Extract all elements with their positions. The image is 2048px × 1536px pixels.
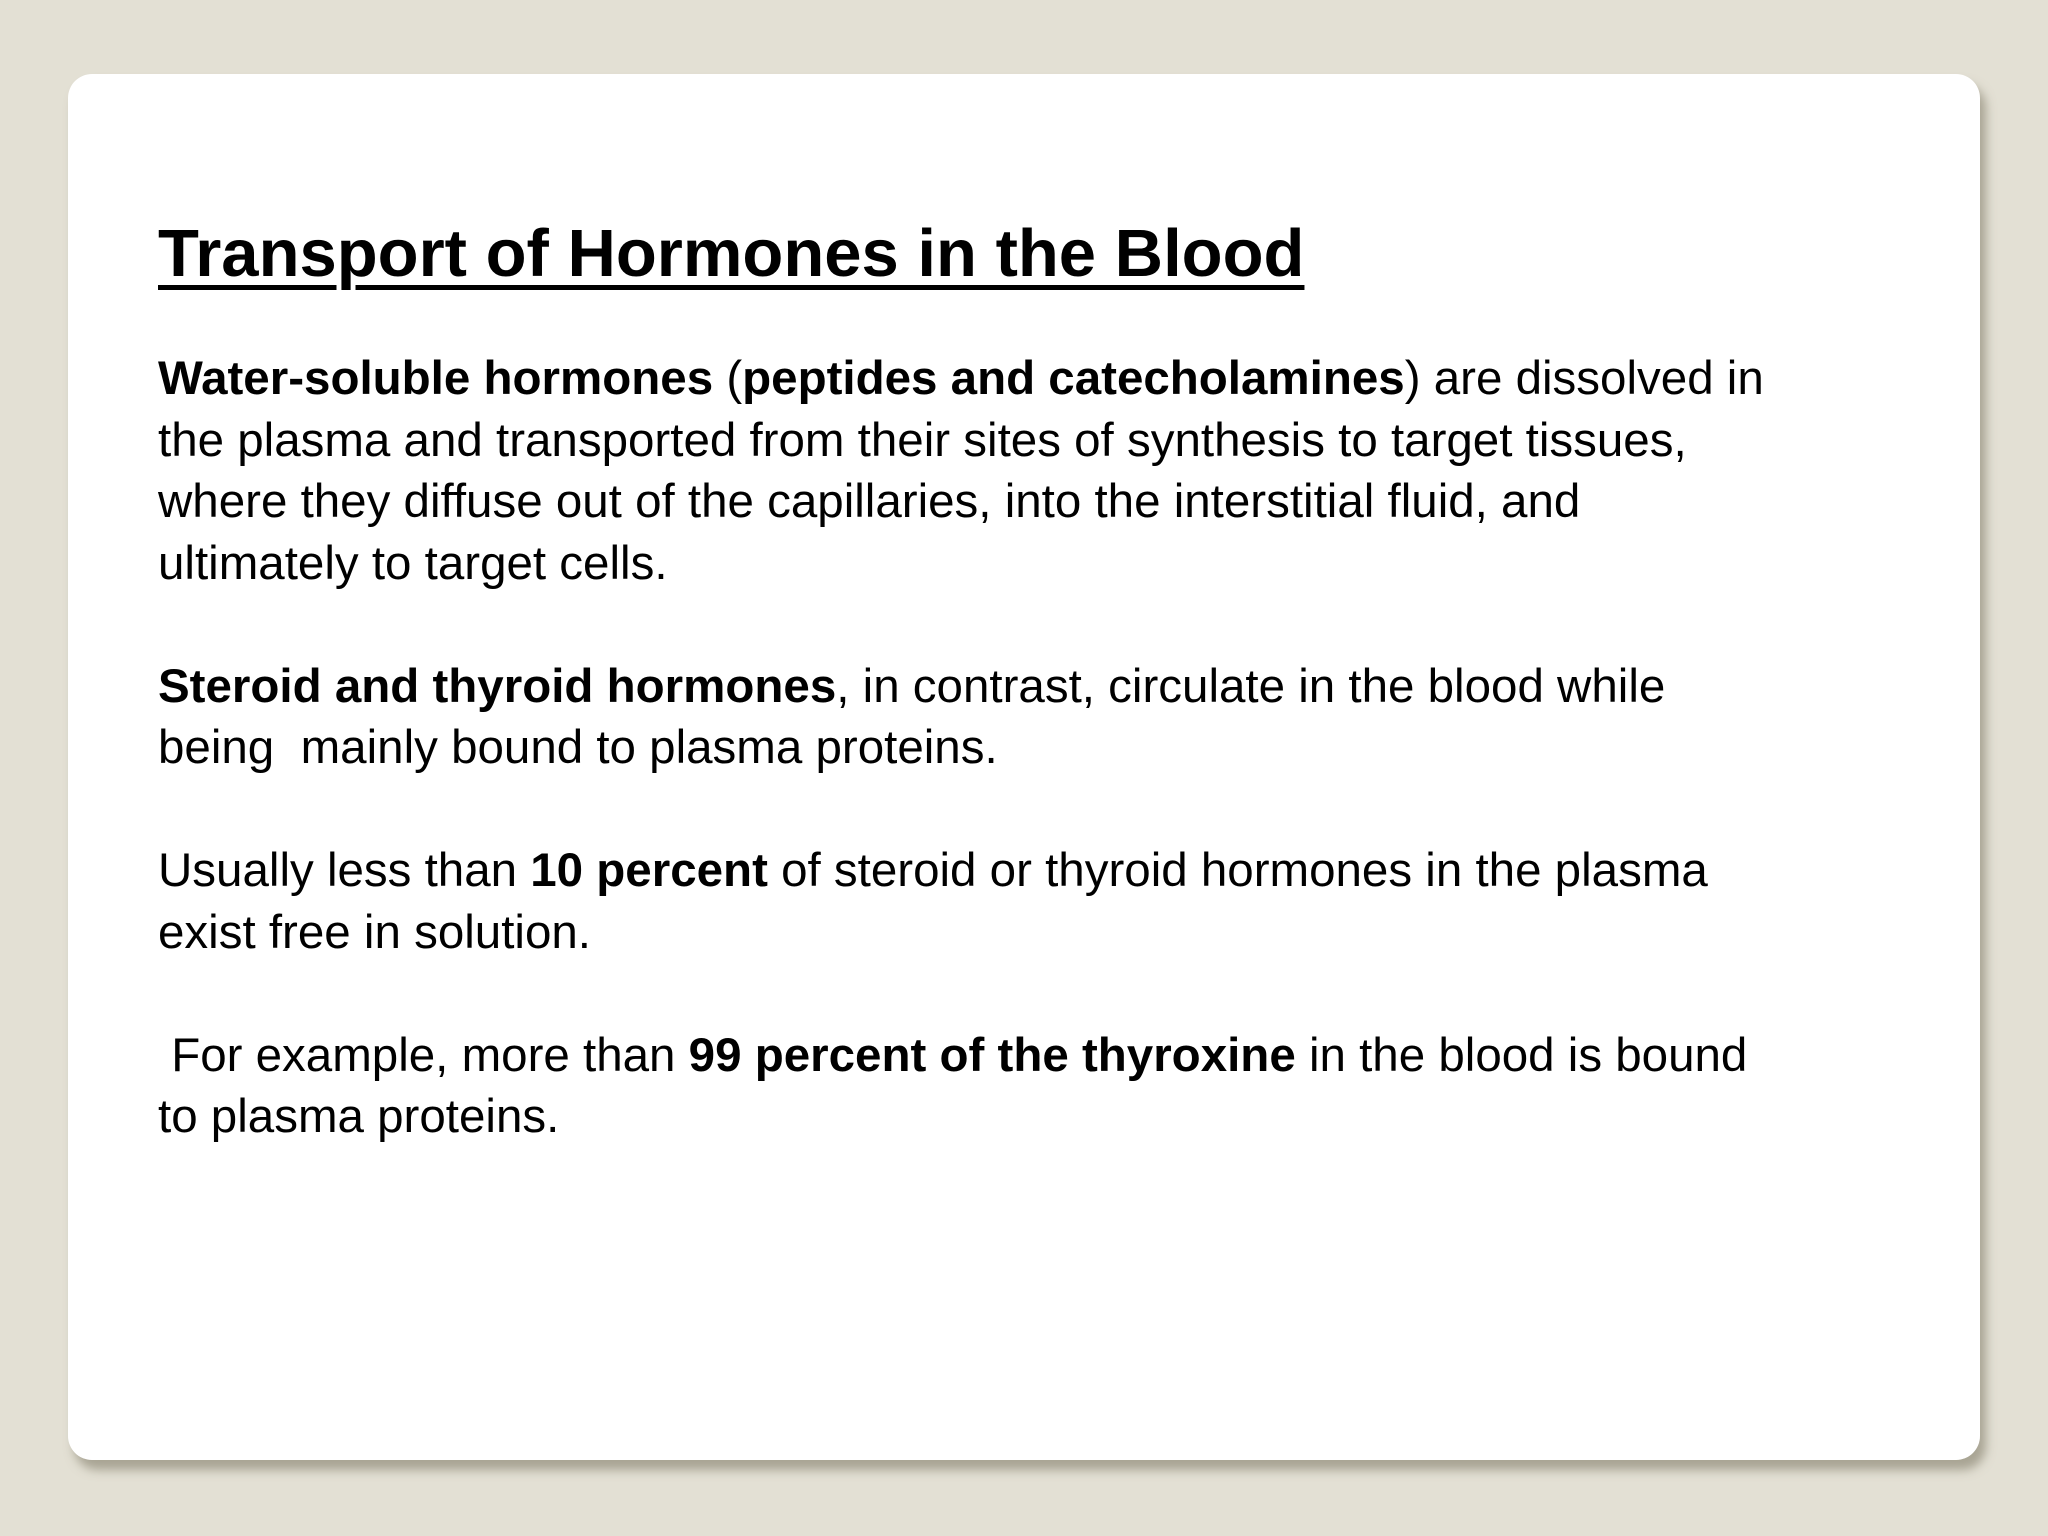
paragraph-line [158,840,1948,902]
text-run: , in contrast, circulate in the blood while [836,659,1666,713]
paragraph-steroid-thyroid [158,656,1948,779]
bold-text-run: 10 percent [530,844,768,898]
text-run: in the blood is bound [1295,1028,1748,1082]
paragraph-water-soluble [158,348,1948,594]
text-run: the plasma and transported from their sites of synthesis to target tissues, [158,413,1687,467]
paragraph-line [158,656,1948,718]
text-run: exist free in solution. [158,905,591,959]
paragraph-line [158,348,1948,410]
paragraph-line [158,717,1948,779]
paragraph-line [158,533,1948,595]
text-run: where they diffuse out of the capillaries, into the interstitial fluid, and [158,475,1581,529]
paragraph-line [158,410,1948,472]
slide-content [158,214,1948,1148]
text-run: For example, more than [158,1028,689,1082]
text-run: ) are dissolved in [1404,352,1764,406]
bold-text-run: Water-soluble hormones [158,352,714,406]
text-run: ( [713,352,743,406]
text-run: of steroid or thyroid hormones in the plasma [767,844,1708,898]
text-run: Usually less than [158,844,531,898]
paragraph-thyroxine-example [158,1025,1948,1148]
bold-text-run: peptides and catecholamines [742,352,1405,406]
paragraph-line [158,1086,1948,1148]
slide-card [68,74,1980,1460]
text-run: ultimately to target cells. [158,536,668,590]
bold-text-run: 99 percent of the thyroxine [688,1028,1296,1082]
slide-title: Transport of Hormones in the Blood [158,216,1305,291]
paragraph-line [158,471,1948,533]
paragraph-line [158,1025,1948,1087]
text-run: to plasma proteins. [158,1090,560,1144]
paragraph-line [158,902,1948,964]
paragraph-percent-free [158,840,1948,963]
bold-text-run: Steroid and thyroid hormones [158,659,837,713]
text-run: being mainly bound to plasma proteins. [158,721,998,775]
